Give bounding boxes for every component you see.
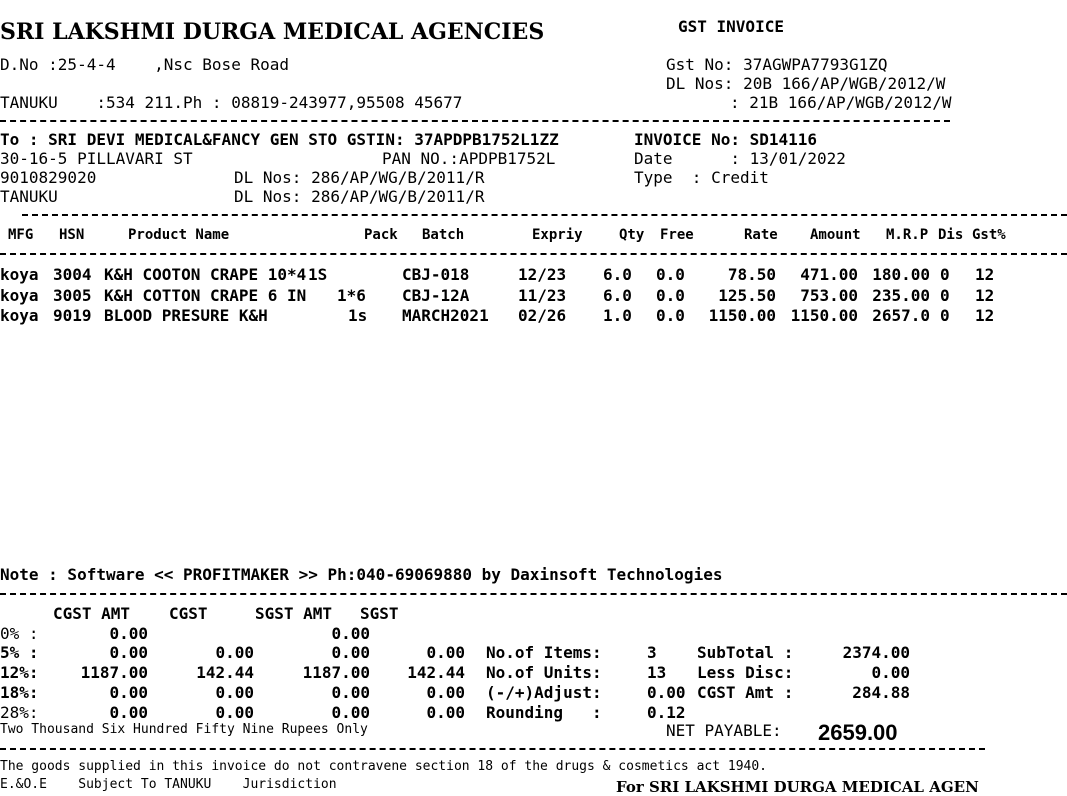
units-value: 13: [647, 663, 667, 682]
cell-mrp: 180.00: [872, 265, 930, 284]
col-header-dis: Dis: [938, 227, 964, 243]
invoice-date: Date : 13/01/2022: [634, 149, 846, 168]
customer-pan: PAN NO.:APDPB1752L: [382, 149, 556, 168]
adjust-value: 0.00: [647, 683, 686, 702]
customer-dl-2: DL Nos: 286/AP/WG/B/2011/R: [234, 187, 485, 206]
cell-gst: 12: [975, 306, 995, 325]
company-name: SRI LAKSHMI DURGA MEDICAL AGENCIES: [0, 19, 545, 45]
cell-dis: 0: [940, 286, 950, 305]
tax-rate-label: 0% :: [0, 624, 39, 643]
tax-cgst: 0.00: [215, 683, 254, 702]
tax-rate-label: 28%:: [0, 703, 39, 722]
tax-cgst-amt: 0.00: [109, 703, 148, 722]
cell-gst: 12: [975, 265, 995, 284]
tax-sgst: 0.00: [426, 683, 465, 702]
customer-dl-1: DL Nos: 286/AP/WG/B/2011/R: [234, 168, 485, 187]
cell-hsn: 3005: [53, 286, 92, 305]
address-line-1: D.No :25-4-4 ,Nsc Bose Road: [0, 55, 289, 74]
tax-cgst-amt: 1187.00: [80, 663, 148, 682]
tax-cgst-amt: 0.00: [109, 683, 148, 702]
invoice-number: INVOICE No: SD14116: [634, 130, 818, 149]
cell-batch: MARCH2021: [402, 306, 489, 325]
address-line-2: TANUKU :534 211.Ph : 08819-243977,95508 45677: [0, 93, 463, 112]
tax-rate-label: 5% :: [0, 643, 39, 662]
tax-sgst: 142.44: [407, 663, 465, 682]
cell-product: BLOOD PRESURE K&H: [104, 306, 268, 325]
cell-qty: 6.0: [603, 286, 632, 305]
customer-to: To : SRI DEVI MEDICAL&FANCY GEN STO GSTIN: 37APDPB1752L1ZZ: [0, 130, 559, 149]
software-note: Note : Software << PROFITMAKER >> Ph:040-69069880 by Daxinsoft Technologies: [0, 565, 723, 584]
divider: [22, 214, 1067, 216]
cell-pack: 1S: [308, 265, 328, 284]
customer-city: TANUKU: [0, 187, 58, 206]
cell-product: K&H COOTON CRAPE 10*4: [104, 265, 307, 284]
cgst-amt-value: 284.88: [852, 683, 910, 702]
gst-number: Gst No: 37AGWPA7793G1ZQ: [666, 55, 888, 74]
cell-qty: 1.0: [603, 306, 632, 325]
cgst-amt-label: CGST Amt :: [697, 683, 794, 702]
units-label: No.of Units:: [486, 663, 602, 682]
cell-amount: 1150.00: [790, 306, 858, 325]
net-payable-value: 2659.00: [818, 720, 898, 745]
signatory: For SRI LAKSHMI DURGA MEDICAL AGEN: [616, 778, 979, 796]
tax-sgst: 0.00: [426, 703, 465, 722]
jurisdiction: E.&O.E Subject To TANUKU Jurisdiction: [0, 777, 337, 792]
tax-header-sgst-amt: SGST AMT: [255, 604, 333, 623]
tax-sgst-amt: 0.00: [331, 683, 370, 702]
tax-sgst-amt: 0.00: [331, 703, 370, 722]
cell-free: 0.0: [656, 265, 685, 284]
col-header-qty: Qty: [619, 227, 645, 243]
adjust-label: (-/+)Adjust:: [486, 683, 602, 702]
col-header-batch: Batch: [422, 227, 465, 243]
divider: [0, 120, 950, 122]
tax-cgst-amt: 0.00: [109, 624, 148, 643]
cell-pack: 1s: [348, 306, 368, 325]
tax-header-sgst: SGST: [360, 604, 399, 623]
tax-rate-label: 12%:: [0, 663, 39, 682]
cell-batch: CBJ-12A: [402, 286, 470, 305]
cell-free: 0.0: [656, 286, 685, 305]
discount-value: 0.00: [871, 663, 910, 682]
cell-product: K&H COTTON CRAPE 6 IN: [104, 286, 307, 305]
subtotal-value: 2374.00: [842, 643, 910, 662]
cell-batch: CBJ-018: [402, 265, 470, 284]
cell-gst: 12: [975, 286, 995, 305]
tax-header-cgst: CGST: [169, 604, 208, 623]
col-header-expiry: Expriy: [532, 227, 583, 243]
cell-dis: 0: [940, 306, 950, 325]
cell-mrp: 2657.0: [872, 306, 930, 325]
cell-dis: 0: [940, 265, 950, 284]
dl-number-2: : 21B 166/AP/WGB/2012/W: [730, 93, 952, 112]
cell-mfg: koya: [0, 265, 39, 284]
col-header-pack: Pack: [364, 227, 398, 243]
rounding-value: 0.12: [647, 703, 686, 722]
declaration: The goods supplied in this invoice do not contravene section 18 of the drugs & cosmetics act 1940.: [0, 759, 768, 774]
tax-sgst-amt: 0.00: [331, 643, 370, 662]
tax-sgst-amt: 0.00: [331, 624, 370, 643]
cell-amount: 471.00: [800, 265, 858, 284]
cell-rate: 78.50: [727, 265, 776, 284]
col-header-mrp: M.R.P: [886, 227, 929, 243]
col-header-hsn: HSN: [59, 227, 85, 243]
invoice-type: Type : Credit: [634, 168, 769, 187]
discount-label: Less Disc:: [697, 663, 794, 682]
net-payable-label: NET PAYABLE:: [666, 721, 782, 740]
amount-in-words: Two Thousand Six Hundred Fifty Nine Rupees Only: [0, 722, 368, 737]
tax-cgst: 0.00: [215, 703, 254, 722]
col-header-gst: Gst%: [972, 227, 1006, 243]
customer-street: 30-16-5 PILLAVARI ST: [0, 149, 193, 168]
col-header-mfg: MFG: [8, 227, 34, 243]
cell-rate: 1150.00: [708, 306, 776, 325]
divider: [0, 593, 1067, 595]
cell-hsn: 9019: [53, 306, 92, 325]
cell-rate: 125.50: [718, 286, 776, 305]
tax-cgst: 0.00: [215, 643, 254, 662]
dl-number-1: DL Nos: 20B 166/AP/WGB/2012/W: [666, 74, 946, 93]
tax-rate-label: 18%:: [0, 683, 39, 702]
tax-sgst-amt: 1187.00: [302, 663, 370, 682]
doc-type: GST INVOICE: [678, 17, 784, 36]
items-label: No.of Items:: [486, 643, 602, 662]
cell-amount: 753.00: [800, 286, 858, 305]
cell-hsn: 3004: [53, 265, 92, 284]
cell-free: 0.0: [656, 306, 685, 325]
col-header-product: Product Name: [128, 227, 230, 243]
cell-pack: 1*6: [337, 286, 366, 305]
tax-cgst: 142.44: [196, 663, 254, 682]
cell-mfg: koya: [0, 306, 39, 325]
col-header-amount: Amount: [810, 227, 861, 243]
subtotal-label: SubTotal :: [697, 643, 794, 662]
col-header-free: Free: [660, 227, 694, 243]
items-value: 3: [647, 643, 657, 662]
tax-sgst: 0.00: [426, 643, 465, 662]
cell-mfg: koya: [0, 286, 39, 305]
cell-expiry: 12/23: [518, 265, 567, 284]
customer-phone: 9010829020: [0, 168, 97, 187]
cell-expiry: 02/26: [518, 306, 567, 325]
divider: [0, 748, 985, 750]
rounding-label: Rounding :: [486, 703, 602, 722]
cell-mrp: 235.00: [872, 286, 930, 305]
tax-header-cgst-amt: CGST AMT: [53, 604, 131, 623]
cell-expiry: 11/23: [518, 286, 567, 305]
tax-cgst-amt: 0.00: [109, 643, 148, 662]
cell-qty: 6.0: [603, 265, 632, 284]
divider: [0, 253, 1067, 255]
col-header-rate: Rate: [744, 227, 778, 243]
